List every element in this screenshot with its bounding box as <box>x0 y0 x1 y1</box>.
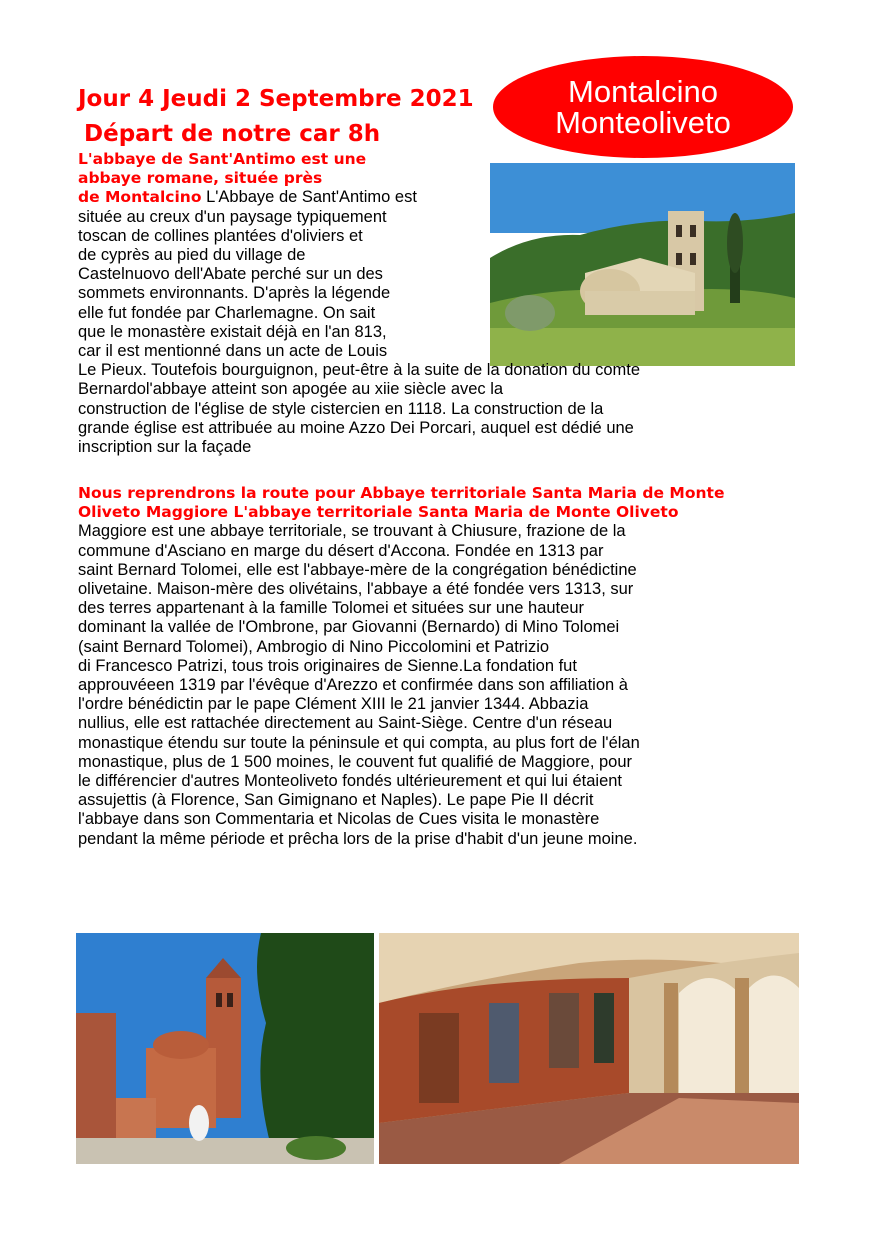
santantimo-line <box>78 227 640 246</box>
monteoliveto-line <box>78 484 724 503</box>
santantimo-line <box>78 361 640 380</box>
santantimo-text <box>78 150 640 457</box>
monteoliveto-line <box>78 772 724 791</box>
monteoliveto-line <box>78 561 724 580</box>
monteoliveto-text <box>78 484 724 849</box>
monteoliveto-line <box>78 753 724 772</box>
body-text-run: elle fut fondée par Charlemagne. On sait <box>78 303 376 322</box>
cloister-frescoes-photo <box>379 933 799 1164</box>
monteoliveto-line <box>78 618 724 637</box>
body-text-run: le différencier d'autres Monteoliveto fondés ultérieurement et qui lui étaient <box>78 772 623 791</box>
body-text-run: sommets environnants. D'après la légende <box>78 284 391 303</box>
body-text-run: approuvéeen 1319 par l'évêque d'Arezzo et confirmée dans son affiliation à <box>78 676 628 695</box>
monteoliveto-line <box>78 599 724 618</box>
body-text-run: Le Pieux. Toutefois bourguignon, peut-être à la suite de la donation du comte <box>78 361 640 380</box>
monteoliveto-bell-tower-photo <box>76 933 374 1164</box>
santantimo-line <box>78 400 640 419</box>
monteoliveto-line <box>78 714 724 733</box>
red-heading-text: L'abbaye de Sant'Antimo est une <box>78 150 367 168</box>
monteoliveto-line <box>78 676 724 695</box>
badge-line-montalcino: Montalcino <box>568 74 718 109</box>
monteoliveto-line <box>78 810 724 829</box>
day-title: Jour 4 Jeudi 2 Septembre 2021 <box>78 86 474 112</box>
red-heading-text: Oliveto Maggiore L'abbaye territoriale Santa Maria de Monte Oliveto <box>78 503 679 522</box>
santantimo-line <box>78 284 640 303</box>
monteoliveto-line <box>78 830 724 849</box>
body-text-run: nullius, elle est rattachée directement au Saint-Siège. Centre d'un réseau <box>78 714 613 733</box>
santantimo-line <box>78 323 640 342</box>
santantimo-line <box>78 419 640 438</box>
santantimo-line <box>78 438 640 457</box>
monteoliveto-line <box>78 542 724 561</box>
red-heading-text: Nous reprendrons la route pour Abbaye territoriale Santa Maria de Monte <box>78 484 725 502</box>
monteoliveto-line <box>78 580 724 599</box>
body-text-run: assujettis (à Florence, San Gimignano et Naples). Le pape Pie II décrit <box>78 791 594 810</box>
body-text-run: Maggiore est une abbaye territoriale, se trouvant à Chiusure, frazione de la <box>78 522 626 541</box>
body-text-run: monastique étendu sur toute la péninsule et qui compta, au plus fort de l'élan <box>78 733 640 752</box>
body-text-run: dominant la vallée de l'Ombrone, par Giovanni (Bernardo) di Mino Tolomei <box>78 618 620 637</box>
santantimo-line <box>78 304 640 323</box>
body-text-run: de cyprès au pied du village de <box>78 246 306 265</box>
santantimo-line <box>78 208 640 227</box>
body-text-run: l'abbaye dans son Commentaria et Nicolas de Cues visita le monastère <box>78 810 600 829</box>
santantimo-line <box>78 380 640 399</box>
body-text-run: l'ordre bénédictin par le pape Clément XIII le 21 janvier 1344. Abbazia <box>78 695 589 714</box>
body-text-run: Bernardol'abbaye atteint son apogée au xiie siècle avec la <box>78 380 504 399</box>
body-text-run: située au creux d'un paysage typiquement <box>78 207 387 226</box>
santantimo-line <box>78 246 640 265</box>
santantimo-line <box>78 188 640 207</box>
body-text-run: di Francesco Patrizi, tous trois originaires de Sienne.La fondation fut <box>78 656 577 675</box>
body-text-run: commune d'Asciano en marge du désert d'Accona. Fondée en 1313 par <box>78 541 604 560</box>
red-heading-text: de Montalcino <box>78 188 202 207</box>
badge-line-monteoliveto: Monteoliveto <box>555 105 731 140</box>
body-text-run: pendant la même période et prêcha lors de la prise d'habit d'un jeune moine. <box>78 829 638 848</box>
monteoliveto-line <box>78 657 724 676</box>
body-text-run: Castelnuovo dell'Abate perché sur un des <box>78 265 383 284</box>
departure-time: Départ de notre car 8h <box>84 121 381 147</box>
body-text-run: des terres appartenant à la famille Tolomei et situées sur une hauteur <box>78 599 584 618</box>
santantimo-line <box>78 265 640 284</box>
santantimo-line <box>78 342 640 361</box>
destination-badge <box>493 56 793 158</box>
body-text-run: car il est mentionné dans un acte de Louis <box>78 342 388 361</box>
body-text-run: toscan de collines plantées d'oliviers et <box>78 226 363 245</box>
body-text-run: L'Abbaye de Sant'Antimo est <box>201 188 417 207</box>
monteoliveto-line <box>78 791 724 810</box>
body-text-run: inscription sur la façade <box>78 438 252 457</box>
santantimo-line <box>78 169 640 188</box>
monteoliveto-line <box>78 695 724 714</box>
body-text-run: olivetaine. Maison-mère des olivétains, l'abbaye a été fondée vers 1313, sur <box>78 580 634 599</box>
monteoliveto-line <box>78 503 724 522</box>
body-text-run: (saint Bernard Tolomei), Ambrogio di Nino Piccolomini et Patrizio <box>78 637 550 656</box>
santantimo-line <box>78 150 640 169</box>
body-text-run: grande église est attribuée au moine Azzo Dei Porcari, auquel est dédié une <box>78 418 634 437</box>
body-text-run: monastique, plus de 1 500 moines, le couvent fut qualifié de Maggiore, pour <box>78 752 633 771</box>
body-text-run: que le monastère existait déjà en l'an 813, <box>78 322 387 341</box>
monteoliveto-line <box>78 734 724 753</box>
red-heading-text: abbaye romane, située près <box>78 169 323 188</box>
monteoliveto-line <box>78 522 724 541</box>
body-text-run: saint Bernard Tolomei, elle est l'abbaye-mère de la congrégation bénédictine <box>78 560 637 579</box>
monteoliveto-line <box>78 638 724 657</box>
body-text-run: construction de l'église de style cistercien en 1118. La construction de la <box>78 399 604 418</box>
